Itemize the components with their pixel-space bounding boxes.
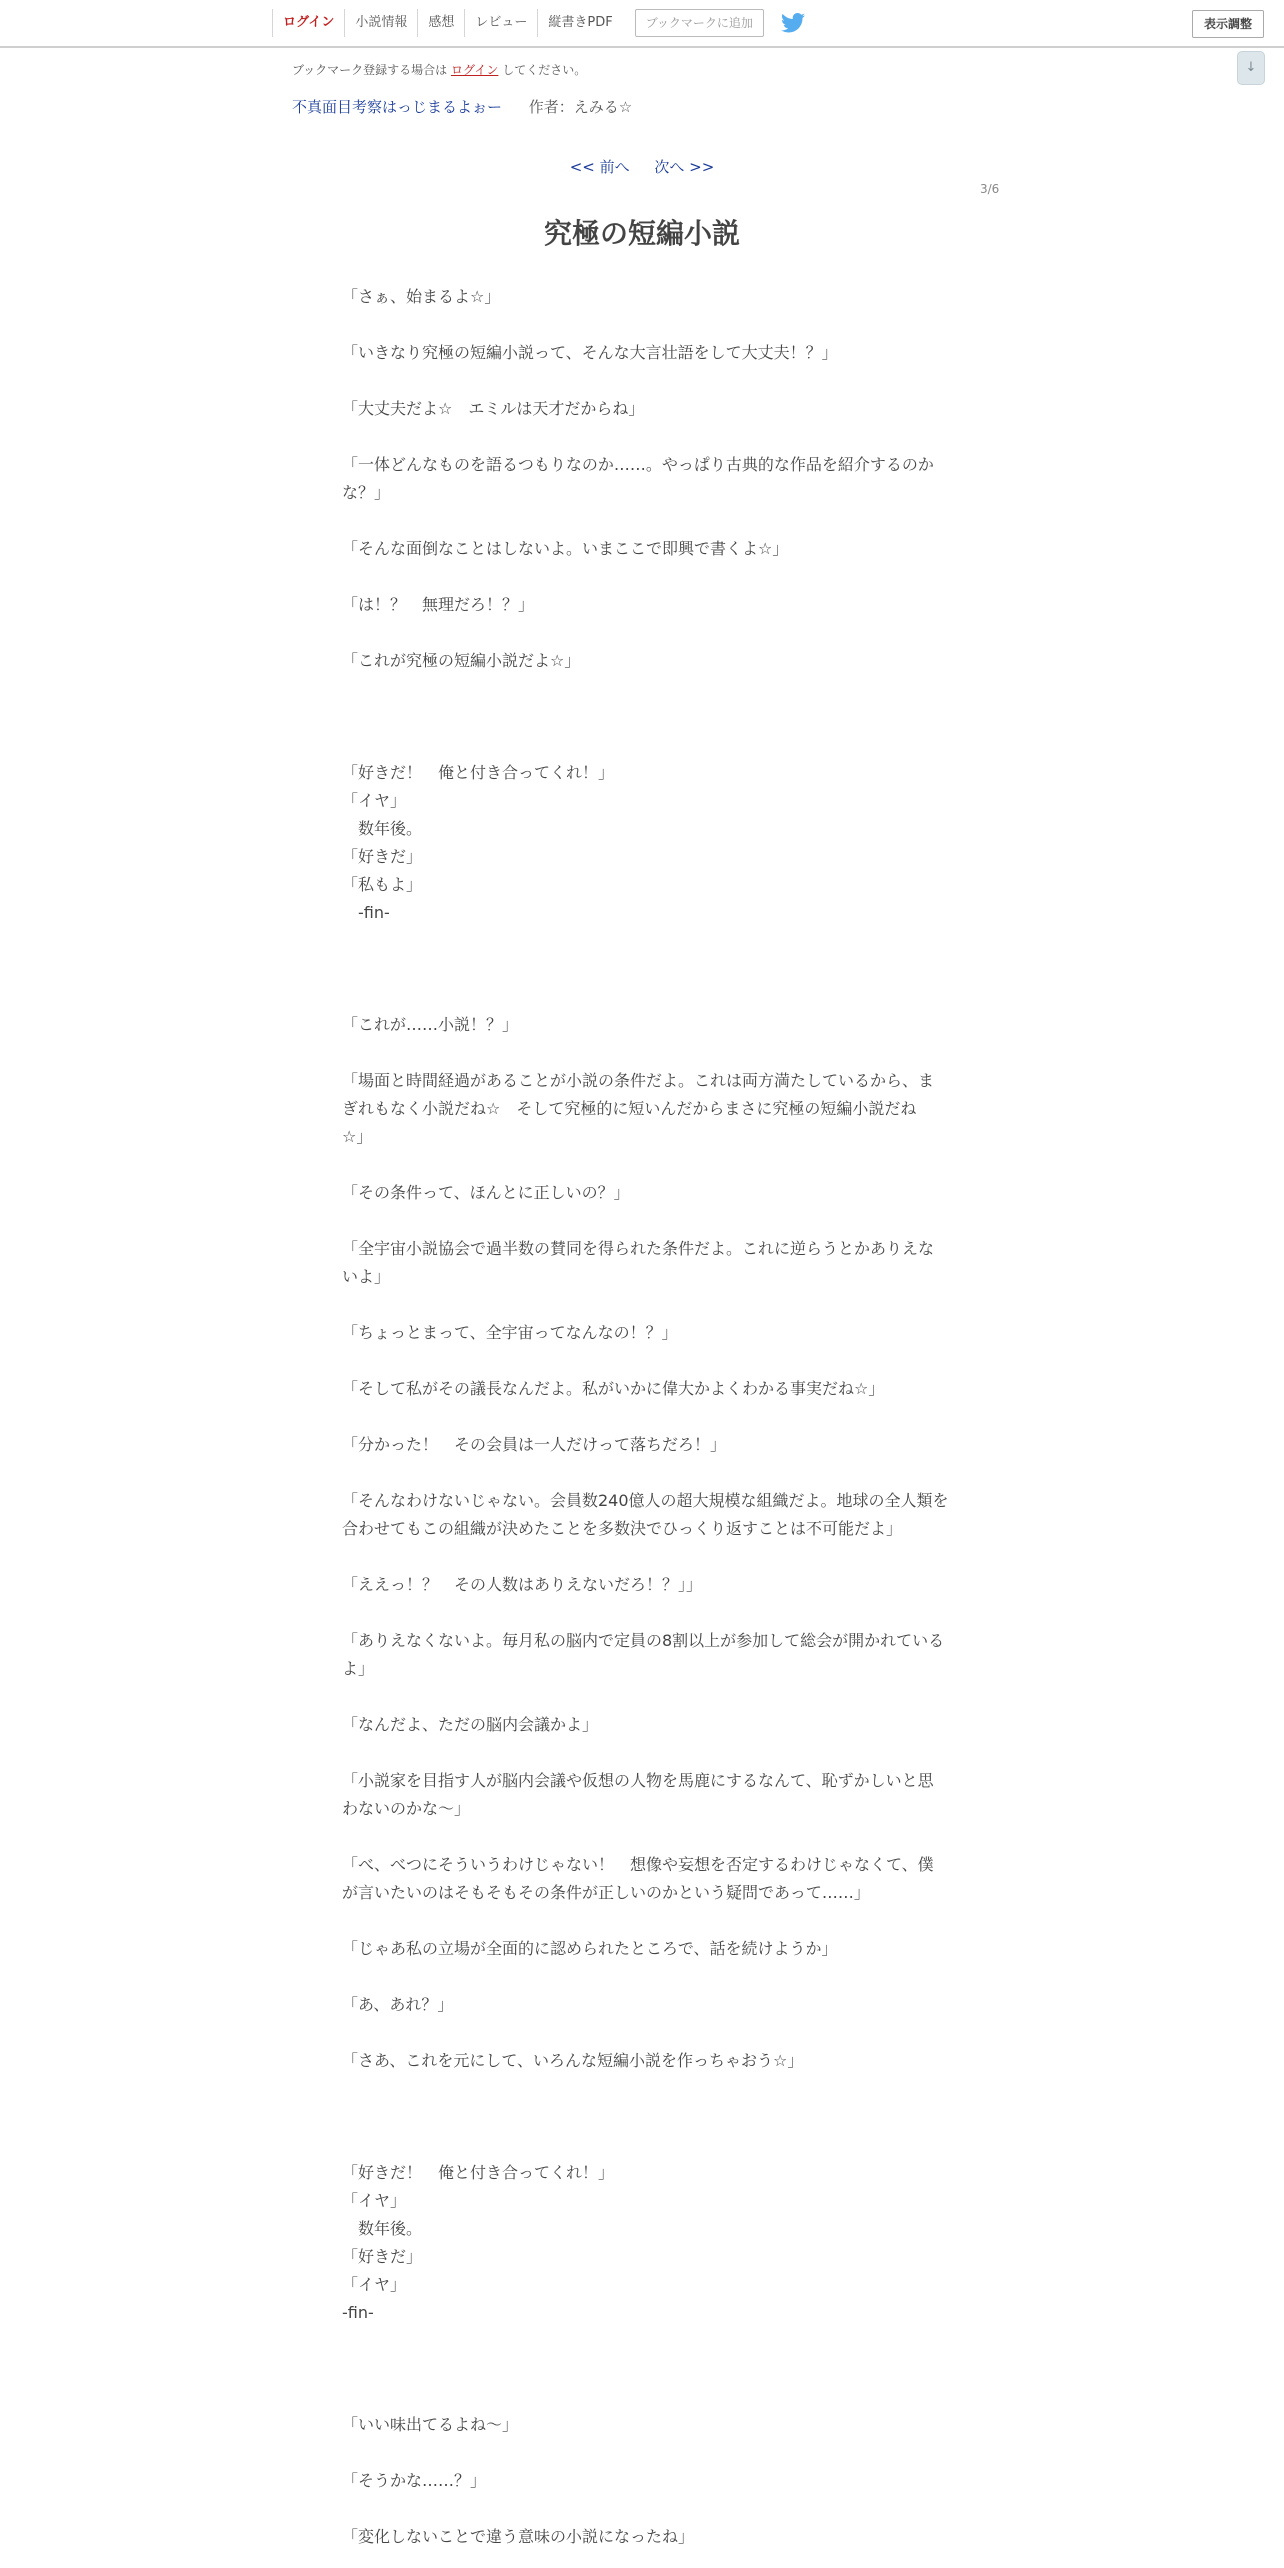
story-line: わないのかな～」 (342, 1799, 471, 1818)
blank-line (342, 311, 942, 339)
bookmark-login-notice (292, 61, 586, 78)
story-line: 「べ、べつにそういうわけじゃない！ 想像や妄想を否定するわけじゃなくて、僕 (342, 1855, 934, 1874)
story-line: 「そうかな……？」 (342, 2471, 487, 2490)
page-count: 3/6 (980, 182, 1000, 196)
story-line: 「分かった！ その会員は一人だけって落ちだろ！」 (342, 1435, 727, 1454)
blank-line (342, 563, 942, 591)
blank-line (342, 675, 942, 703)
story-line: 「ええっ！？ その人数はありえないだろ！？」」 (342, 1575, 703, 1594)
blank-line (342, 2327, 942, 2355)
story-line: 「イヤ」 (342, 791, 407, 810)
blank-line (342, 2019, 942, 2047)
story-line: 「いきなり究極の短編小説って、そんな大言壮語をして大丈夫！？」 (342, 343, 838, 362)
story-line: 「あ、あれ？」 (342, 1995, 454, 2014)
blank-line (342, 1403, 942, 1431)
blank-line (342, 2439, 942, 2467)
story-line: が言いたいのはそもそもその条件が正しいのかという疑問であって……」 (342, 1883, 870, 1902)
story-line: 「好きだ」 (342, 847, 423, 866)
novel-title-link[interactable]: 不真面目考察はっじまるよぉー (292, 98, 503, 116)
blank-line (342, 1599, 942, 1627)
novel-header (292, 96, 632, 117)
blank-line (342, 1963, 942, 1991)
twitter-share-button[interactable] (780, 12, 806, 34)
blank-line (342, 1459, 942, 1487)
story-line: 「好きだ！ 俺と付き合ってくれ！」 (342, 2163, 615, 2182)
story-body (342, 283, 949, 2551)
next-chapter-link[interactable]: 次へ >> (654, 158, 715, 176)
story-line: 「そして私がその議長なんだよ。私がいかに偉大かよくわかる事実だね☆」 (342, 1379, 885, 1398)
blank-line (342, 2495, 942, 2523)
add-bookmark-button[interactable]: ブックマークに追加 (635, 9, 764, 37)
story-line: よ」 (342, 1659, 375, 1678)
blank-line (342, 2075, 942, 2103)
story-line: 「これが究極の短編小説だよ☆」 (342, 651, 581, 670)
story-line: 「これが……小説！？」 (342, 1015, 519, 1034)
blank-line (342, 1823, 942, 1851)
blank-line (342, 983, 942, 1011)
story-line: 「場面と時間経過があることが小説の条件だよ。これは両方満たしているから、ま (342, 1071, 935, 1090)
story-line: いよ」 (342, 1267, 391, 1286)
blank-line (342, 731, 942, 759)
prev-chapter-link[interactable]: << 前へ (569, 158, 630, 176)
blank-line (342, 1907, 942, 1935)
story-line: 合わせてもこの組織が決めたことを多数決でひっくり返すことは不可能だよ」 (342, 1519, 903, 1538)
story-line: 「ありえなくないよ。毎月私の脳内で定員の8割以上が参加して総会が開かれている (342, 1631, 945, 1650)
story-line: 「その条件って、ほんとに正しいの？」 (342, 1183, 630, 1202)
blank-line (342, 2103, 942, 2131)
blank-line (342, 2355, 942, 2383)
story-line: 「は！？ 無理だろ！？」 (342, 595, 535, 614)
nav-review-link[interactable]: レビュー (464, 9, 537, 37)
nav-login-link[interactable]: ログイン (272, 9, 344, 37)
blank-line (342, 619, 942, 647)
story-line: ぎれもなく小説だね☆ そして究極的に短いんだからまさに究極の短編小説だね (342, 1099, 917, 1118)
story-line: 「ちょっとまって、全宇宙ってなんなの！？」 (342, 1323, 678, 1342)
blank-line (342, 423, 942, 451)
story-line: 「変化しないことで違う意味の小説になったね」 (342, 2527, 695, 2546)
story-line: 「さあ、これを元にして、いろんな短編小説を作っちゃおう☆」 (342, 2051, 804, 2070)
blank-line (342, 955, 942, 983)
blank-line (342, 1739, 942, 1767)
story-line: 「いい味出てるよね～」 (342, 2415, 519, 2434)
blank-line (342, 1151, 942, 1179)
display-settings-button[interactable]: 表示調整 (1192, 10, 1264, 38)
story-line: 「イヤ」 (342, 2191, 407, 2210)
notice-prefix: ブックマーク登録する場合は (292, 63, 448, 77)
chapter-pager (0, 156, 1284, 177)
blank-line (342, 1039, 942, 1067)
story-line: 「さぁ、始まるよ☆」 (342, 287, 501, 306)
story-line: -fin- (342, 903, 390, 922)
blank-line (342, 927, 942, 955)
blank-line (342, 1347, 942, 1375)
story-line: 数年後。 (342, 2219, 423, 2238)
scroll-down-button[interactable]: ↓ (1237, 51, 1265, 85)
story-line: ☆」 (342, 1127, 373, 1146)
story-line: 「なんだよ、ただの脳内会議かよ」 (342, 1715, 599, 1734)
blank-line (342, 703, 942, 731)
blank-line (342, 2131, 942, 2159)
blank-line (342, 507, 942, 535)
blank-line (342, 1543, 942, 1571)
notice-suffix: してください。 (502, 63, 587, 77)
blank-line (342, 1207, 942, 1235)
story-line: 「私もよ」 (342, 875, 423, 894)
nav-menu (272, 0, 806, 46)
nav-vertical-pdf-link[interactable]: 縦書きPDF (537, 9, 622, 37)
author-name: 作者：えみる☆ (528, 98, 633, 116)
top-navigation-bar (0, 0, 1284, 48)
story-line: 「小説家を目指す人が脳内会議や仮想の人物を馬鹿にするなんて、恥ずかしいと思 (342, 1771, 934, 1790)
story-line: 数年後。 (342, 819, 423, 838)
notice-login-link[interactable]: ログイン (451, 63, 499, 77)
blank-line (342, 1291, 942, 1319)
story-line: 「そんな面倒なことはしないよ。いまここで即興で書くよ☆」 (342, 539, 789, 558)
story-line: 「好きだ」 (342, 2247, 423, 2266)
story-line: 「全宇宙小説協会で過半数の賛同を得られた条件だよ。これに逆らうとかありえな (342, 1239, 935, 1258)
blank-line (342, 367, 942, 395)
story-line: 「一体どんなものを語るつもりなのか……。やっぱり古典的な作品を紹介するのか (342, 455, 934, 474)
story-line: 「イヤ」 (342, 2275, 407, 2294)
story-line: 「そんなわけないじゃない。会員数240億人の超大規模な組織だよ。地球の全人類を (342, 1491, 949, 1510)
chapter-title: 究極の短編小説 (543, 217, 740, 250)
blank-line (342, 2383, 942, 2411)
twitter-bird-icon (781, 13, 805, 33)
story-line: 「じゃあ私の立場が全面的に認められたところで、話を続けようか」 (342, 1939, 838, 1958)
story-line: -fin- (342, 2303, 374, 2322)
story-line: な？」 (342, 483, 391, 502)
nav-impressions-link[interactable]: 感想 (417, 9, 464, 37)
nav-novel-info-link[interactable]: 小説情報 (344, 9, 417, 37)
blank-line (342, 1683, 942, 1711)
story-line: 「好きだ！ 俺と付き合ってくれ！」 (342, 763, 615, 782)
story-line: 「大丈夫だよ☆ エミルは天才だからね」 (342, 399, 645, 418)
